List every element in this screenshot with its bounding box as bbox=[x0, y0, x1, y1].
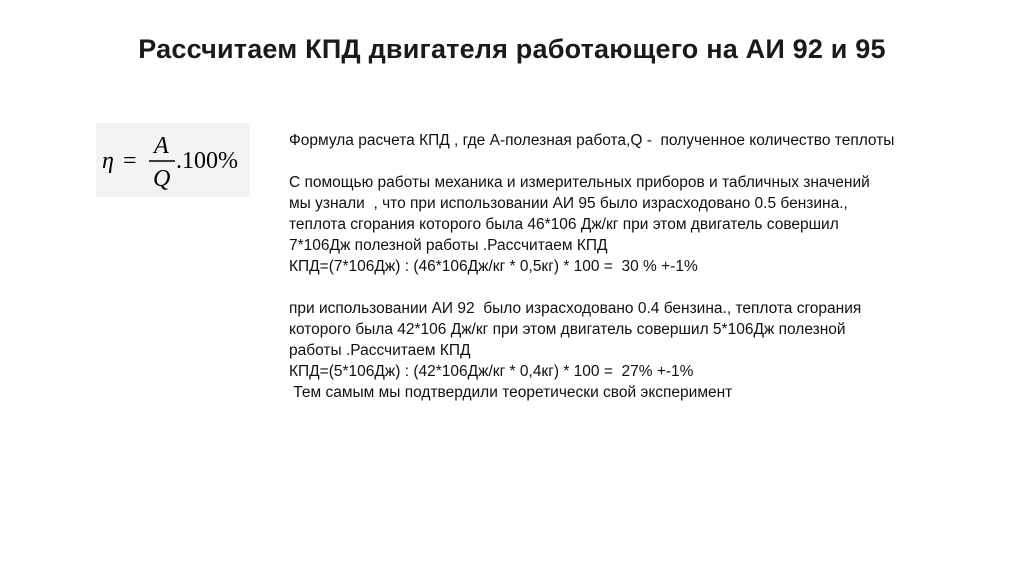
efficiency-formula-image bbox=[96, 123, 250, 197]
formula-svg bbox=[96, 123, 250, 197]
paragraph-line: КПД=(5*106Дж) : (42*106Дж/кг * 0,4кг) * 100 = 27% +-1% bbox=[289, 363, 694, 380]
formula-denominator: Q bbox=[153, 166, 171, 192]
paragraph-line: С помощью работы механика и измерительных приборов и табличных значений bbox=[289, 174, 870, 191]
paragraph-line: 7*106Дж полезной работы .Рассчитаем КПД bbox=[289, 237, 608, 254]
formula-equals: = bbox=[123, 148, 137, 174]
paragraph-line: КПД=(7*106Дж) : (46*106Дж/кг * 0,5кг) * 100 = 30 % +-1% bbox=[289, 258, 698, 275]
paragraph-line: теплота сгорания которого была 46*106 Дж/кг при этом двигатель совершил bbox=[289, 216, 839, 233]
paragraph-line: которого была 42*106 Дж/кг при этом двигатель совершил 5*106Дж полезной bbox=[289, 321, 846, 338]
slide-body-text bbox=[289, 130, 989, 403]
formula-eta: η bbox=[102, 148, 114, 174]
formula-multiplier: .100% bbox=[176, 148, 238, 174]
paragraph-line: мы узнали , что при использовании АИ 95 было израсходовано 0.5 бензина., bbox=[289, 195, 848, 212]
paragraph-line: Тем самым мы подтвердили теоретически свой эксперимент bbox=[289, 384, 733, 401]
paragraph-line: при использовании АИ 92 было израсходовано 0.4 бензина., теплота сгорания bbox=[289, 300, 862, 317]
formula-numerator: A bbox=[154, 133, 169, 159]
slide-title: Рассчитаем КПД двигателя работающего на АИ 92 и 95 bbox=[138, 34, 886, 64]
paragraph-line: работы .Рассчитаем КПД bbox=[289, 342, 471, 359]
paragraph-line: Формула расчета КПД , где А-полезная работа,Q - полученное количество теплоты bbox=[289, 132, 895, 149]
